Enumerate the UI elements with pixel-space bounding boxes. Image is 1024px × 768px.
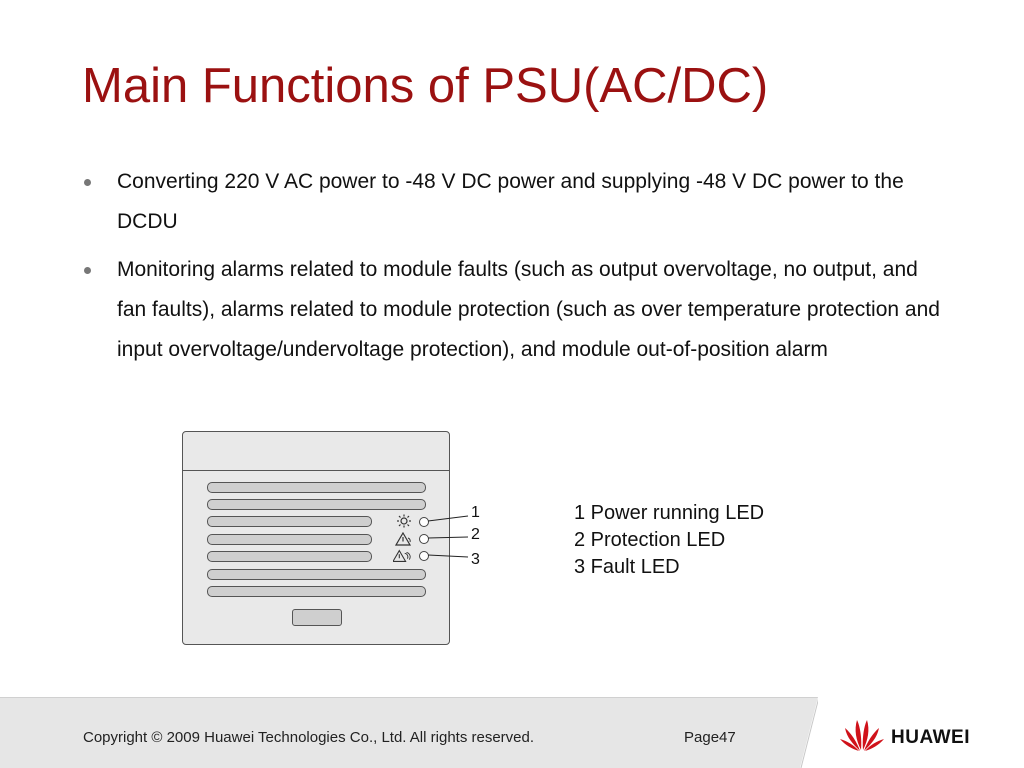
legend-item: 1 Power running LED [574, 502, 765, 524]
sun-icon [395, 514, 413, 528]
bullet-dot-icon [84, 179, 91, 186]
callout-lines [428, 505, 472, 565]
legend-item: 2 Protection LED [574, 529, 726, 551]
fault-triangle-icon [393, 549, 411, 563]
callout-number: 2 [471, 526, 480, 543]
brand-name: HUAWEI [891, 727, 970, 748]
callout-number: 1 [471, 504, 480, 521]
callout-number: 3 [471, 551, 480, 568]
bullet-dot-icon [84, 267, 91, 274]
logo-area [818, 697, 1024, 768]
bullet-text: Monitoring alarms related to module faults (such as output overvoltage, no output, and fan faults), alarms related to module protection (such as over temperature protection and input overvoltage/undervoltage protection), and module out-of-position alarm [117, 258, 940, 361]
panel-handle [292, 609, 342, 626]
bullet-item [82, 250, 942, 370]
page-number: Page47 [684, 729, 736, 746]
slide-footer [0, 697, 1024, 768]
bullet-text: Converting 220 V AC power to -48 V DC power and supplying -48 V DC power to the DCDU [117, 170, 904, 233]
copyright-text: Copyright © 2009 Huawei Technologies Co., Ltd. All rights reserved. [83, 729, 535, 746]
warning-triangle-icon [395, 532, 413, 546]
led-legend [574, 500, 764, 581]
psu-panel-illustration [182, 431, 450, 645]
vent-slot [207, 482, 426, 493]
vent-slot [207, 534, 372, 545]
vent-slot [207, 569, 426, 580]
legend-item: 3 Fault LED [574, 556, 680, 578]
slide-title: Main Functions of PSU(AC/DC) [82, 59, 769, 113]
vent-slot [207, 499, 426, 510]
huawei-logo-icon [838, 714, 886, 752]
vent-slot [207, 516, 372, 527]
footer-slash-divider [788, 697, 820, 768]
bullet-list [82, 162, 942, 378]
vent-slot [207, 551, 372, 562]
bullet-item [82, 162, 942, 242]
panel-divider [183, 470, 449, 471]
vent-slot [207, 586, 426, 597]
